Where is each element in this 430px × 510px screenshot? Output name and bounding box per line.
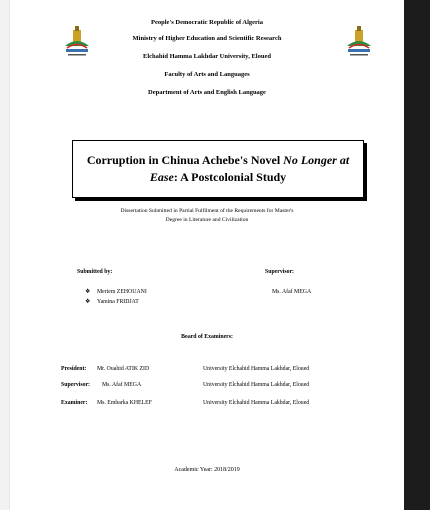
academic-year: Academic Year: 2018/2019 [174, 467, 240, 473]
header-ministry: Ministry of Higher Education and Scientific Research [132, 35, 282, 42]
header-university: Elchahid Hamma Lakhdar University, Eloued [143, 53, 271, 60]
examiner-affiliation: University Elchahid Hamma Lakhdar, Eloued [203, 366, 310, 372]
thesis-title [87, 152, 349, 187]
examiner-name: Mr. Ouahid ATIK ZID [97, 366, 150, 372]
title-text-part2: : A Postcolonial Study [173, 170, 287, 184]
dissertation-line-1: Dissertation Submitted in Partial Fulfilment of the Requirements for Master's [120, 208, 294, 214]
student-name: Meriem ZEHOUANI [97, 289, 147, 295]
bullet-icon: ❖ [85, 289, 91, 295]
examiner-role: President: [61, 366, 87, 372]
submitted-by-label: Submitted by: [77, 269, 113, 275]
viewer-side-panel [404, 0, 430, 510]
header-country: People's Democratic Republic of Algeria [151, 19, 263, 26]
examiner-name: Ms. Embarka KHELEF [97, 400, 152, 406]
header-faculty: Faculty of Arts and Languages [164, 71, 250, 78]
dissertation-line-2: Degree in Literature and Civilization [165, 216, 249, 223]
title-text-part1: Corruption in Chinua Achebe's Novel [86, 152, 284, 167]
examiner-name: Ms. Afaf MEGA [102, 382, 142, 388]
board-label: Board of Examiners: [181, 334, 233, 340]
dissertation-statement [10, 207, 404, 224]
supervisor-name: Ms. Afaf MEGA [272, 289, 312, 295]
title-novel-name-part2: Ease [149, 170, 174, 184]
bullet-icon: ❖ [85, 299, 91, 305]
examiner-role: Supervisor: [61, 382, 90, 388]
supervisor-label: Supervisor: [265, 269, 294, 275]
examiner-affiliation: University Elchahid Hamma Lakhdar, Eloued [203, 382, 310, 388]
examiner-role: Examiner: [61, 400, 88, 406]
examiner-affiliation: University Elchahid Hamma Lakhdar, Eloued [203, 400, 310, 406]
student-name: Yamina FRIDJAT [97, 299, 139, 305]
document-page [10, 0, 404, 510]
title-novel-name-part1: No Longer at [283, 152, 350, 167]
header-department: Department of Arts and English Language [148, 89, 266, 96]
thesis-title-box [72, 140, 364, 198]
